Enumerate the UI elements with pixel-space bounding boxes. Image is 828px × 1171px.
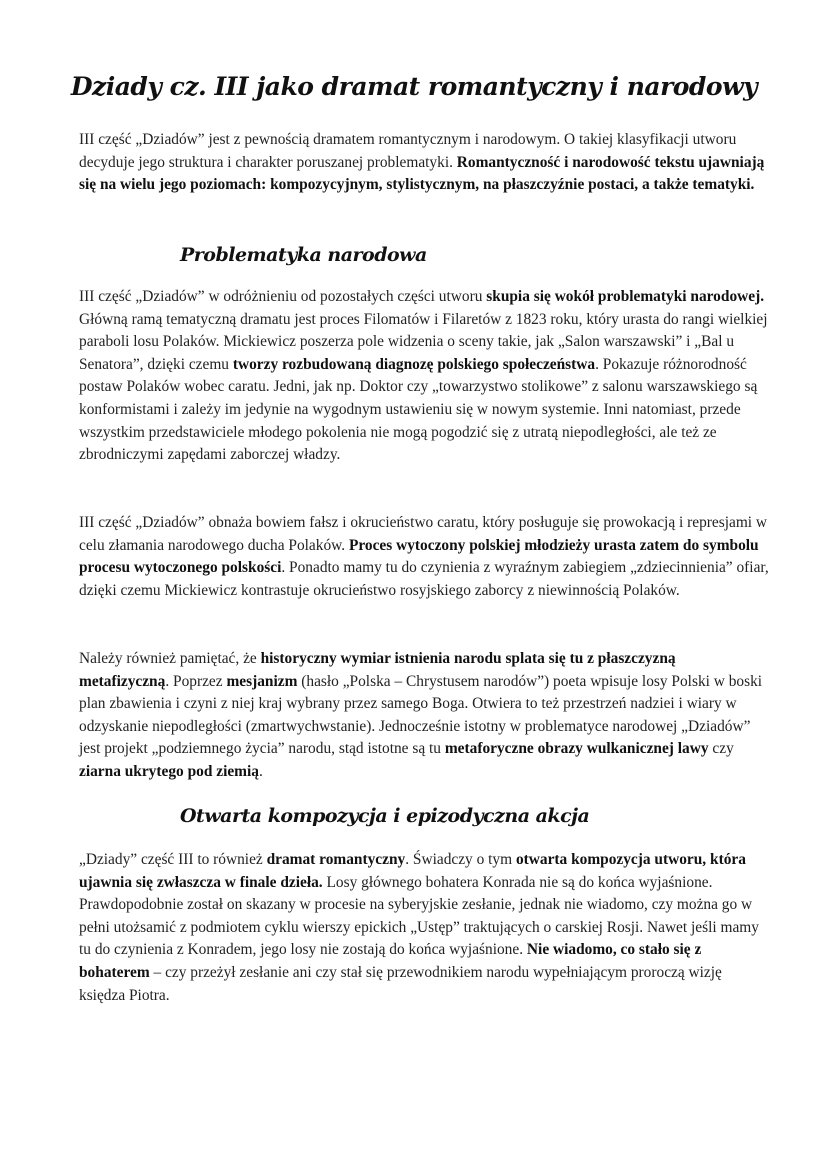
text-run: . Ponadto mamy tu do czynienia z wyraźnym zabiegiem „zdziecinnienia” ofiar, dzięki czemu Mickiewicz kontrastuje okrucieństwo rosyjskiego zaborcy z niewinnością Polaków. [79, 559, 769, 599]
text-run: czy [708, 740, 734, 758]
paragraph-problematyka-1 [79, 286, 769, 467]
document-title: Dziady cz. III jako dramat romantyczny i narodowy [70, 72, 758, 101]
paragraph-kompozycja-1 [79, 849, 769, 1007]
bold-text-run: historyczny wymiar istnienia narodu splata się tu z płaszczyzną metafizyczną [79, 650, 676, 690]
text-run: . Pokazuje różnorodność postaw Polaków wobec caratu. Jedni, jak np. Doktor czy „towarzystwo stolikowe” z salonu warszawskiego są konformistami i zależy im jedynie na wygodnym ustawieniu się w nowym systemie. Inni natomiast, przede wszystkim przedstawiciele młodego pokolenia nie mogą pogodzić się z utratą niepodległości, ale też ze zbrodniczymi zapędami zaborczej władzy. [79, 355, 758, 464]
bold-text-run: Nie wiadomo, co stało się z bohaterem [79, 941, 702, 981]
paragraph-problematyka-3 [79, 648, 769, 784]
bold-text-run: Romantyczność i narodowość tekstu ujawniają się na wielu jego poziomach: kompozycyjnym, stylistycznym, na płaszczyźnie postaci, a także tematyki. [79, 153, 765, 194]
text-run: III część „Dziadów” obnaża bowiem fałsz i okrucieństwo caratu, który posługuje się prowokacją i represjami w celu złamania narodowego ducha Polaków. [79, 514, 768, 554]
bold-text-run: Proces wytoczony polskiej młodzieży urasta zatem do symbolu procesu wytoczonego polskości [79, 536, 759, 577]
bold-text-run: tworzy rozbudowaną diagnozę polskiego społeczeństwa [232, 355, 596, 373]
bold-text-run: skupia się wokół problematyki narodowej. [486, 288, 765, 305]
text-run: – czy przeżył zesłanie ani czy stał się przewodnikiem narodu wypełniającym proroczą wizję księdza Piotra. [79, 963, 722, 1004]
text-run: . [258, 762, 263, 780]
text-run: . Poprzez [165, 672, 227, 690]
paragraph-problematyka-2 [79, 512, 769, 602]
bold-text-run: ziarna ukrytego pod ziemią [79, 762, 259, 780]
intro-paragraph [79, 129, 769, 197]
text-run: III część „Dziadów” jest z pewnością dramatem romantycznym i narodowym. O takiej klasyfikacji utworu decyduje jego struktura i charakter poruszanej problematyki. [79, 131, 737, 171]
section-heading-kompozycja: Otwarta kompozycja i epizodyczna akcja [180, 805, 590, 827]
bold-text-run: mesjanizm [226, 672, 298, 690]
text-run: III część „Dziadów” w odróżnieniu od pozostałych części utworu [79, 288, 487, 305]
text-run: (hasło „Polska – Chrystusem narodów”) poeta wpisuje losy Polski w boski plan zbawienia i czyni z niej kraj wybrany przez samego Boga. Otwiera to też przestrzeń nadziei i wiary w odzyskanie niepodległości (zmartwychwstanie). Jednocześnie istotny w problematyce narodowej „Dziadów” jest projekt „podziemnego życia” narodu, stąd istotne są tu [79, 672, 763, 758]
text-run: Główną ramą tematyczną dramatu jest proces Filomatów i Filaretów z 1823 roku, który urasta do rangi wielkiej paraboli losu Polaków. Mickiewicz poszerza pole widzenia o sceny takie, jak „Salon warszawski” i „Bal u Senatora”, dzięki czemu [79, 310, 768, 373]
section-heading-problematyka: Problematyka narodowa [180, 244, 427, 266]
text-run: Należy również pamiętać, że [79, 650, 261, 667]
bold-text-run: dramat romantyczny [266, 851, 406, 868]
bold-text-run: metaforyczne obrazy wulkanicznej lawy [444, 740, 709, 758]
text-run: . Świadczy o tym [405, 851, 516, 868]
text-run: „Dziady” część III to również [79, 851, 267, 868]
text-run: Losy głównego bohatera Konrada nie są do końca wyjaśnione. Prawdopodobnie został on skazany w procesie na syberyjskie zesłanie, jednak nie wiadomo, czy można go w pełni utożsamić z podmiotem cyklu wierszy epickich „Ustęp” traktujących o carskiej Rosji. Nawet jeśli mamy tu do czynienia z Konradem, jego losy nie zostają do końca wyjaśnione. [79, 873, 759, 959]
bold-text-run: otwarta kompozycja utworu, która ujawnia się zwłaszcza w finale dzieła. [79, 851, 746, 891]
